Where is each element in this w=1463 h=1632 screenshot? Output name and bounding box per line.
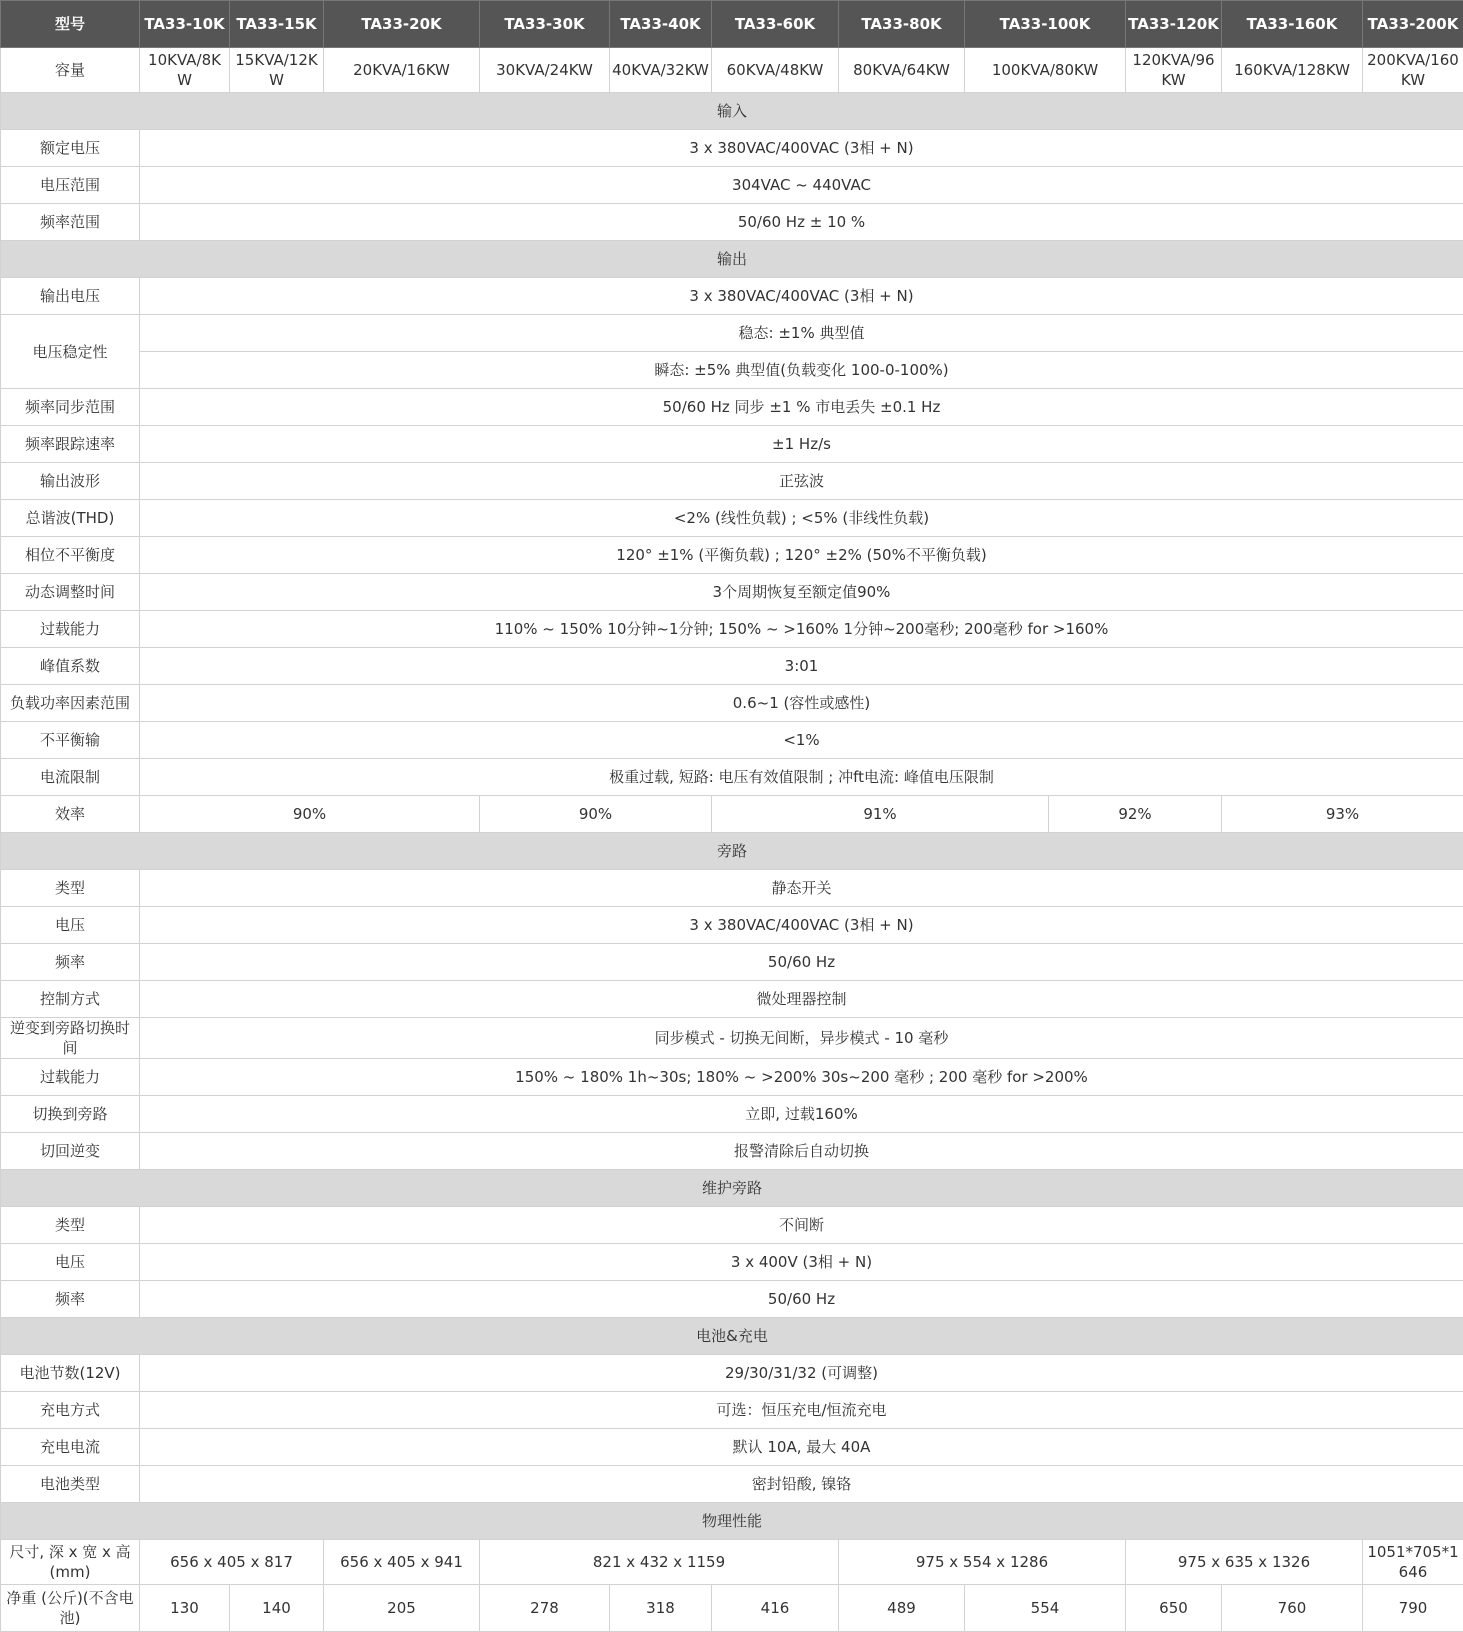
- spec-row: [1, 944, 1463, 981]
- row-label: 相位不平衡度: [1, 537, 140, 574]
- efficiency-value: 90%: [140, 796, 480, 833]
- weight-value: 760: [1222, 1585, 1363, 1632]
- efficiency-value: 92%: [1049, 796, 1222, 833]
- row-label: 峰值系数: [1, 648, 140, 685]
- row-label: 电压: [1, 907, 140, 944]
- weight-value: 554: [965, 1585, 1126, 1632]
- spec-row: [1, 537, 1463, 574]
- row-label: 电流限制: [1, 759, 140, 796]
- spec-row: [1, 426, 1463, 463]
- row-label: 输出波形: [1, 463, 140, 500]
- row-label: 充电电流: [1, 1429, 140, 1466]
- header-label: 型号: [1, 1, 140, 48]
- header-row: [1, 1, 1463, 48]
- capacity-value: 200KVA/160KW: [1363, 48, 1463, 93]
- dimensions-value: 656 x 405 x 941: [324, 1540, 480, 1585]
- spec-row: [1, 1281, 1463, 1318]
- section-header-battery: [1, 1318, 1463, 1355]
- row-value: 50/60 Hz 同步 ±1 % 市电丢失 ±0.1 Hz: [140, 389, 1463, 426]
- row-label: 过载能力: [1, 611, 140, 648]
- row-value: 静态开关: [140, 870, 1463, 907]
- spec-row: [1, 204, 1463, 241]
- spec-row: [1, 1392, 1463, 1429]
- capacity-value: 20KVA/16KW: [324, 48, 480, 93]
- spec-row: [1, 130, 1463, 167]
- model-header: TA33-10K: [140, 1, 230, 48]
- row-label: 尺寸, 深 x 宽 x 高 (mm): [1, 1540, 140, 1585]
- row-value: 0.6~1 (容性或感性): [140, 685, 1463, 722]
- row-label: 类型: [1, 870, 140, 907]
- spec-row: [1, 648, 1463, 685]
- row-label: 电压: [1, 1244, 140, 1281]
- efficiency-value: 91%: [712, 796, 1049, 833]
- spec-row: [1, 315, 1463, 352]
- efficiency-row: [1, 796, 1463, 833]
- weight-row: [1, 1585, 1463, 1632]
- weight-value: 790: [1363, 1585, 1463, 1632]
- row-value: 密封铅酸, 镍铬: [140, 1466, 1463, 1503]
- row-value: 150% ~ 180% 1h~30s; 180% ~ >200% 30s~200 毫秒 ; 200 毫秒 for >200%: [140, 1059, 1463, 1096]
- row-label: 过载能力: [1, 1059, 140, 1096]
- row-label: 电压稳定性: [1, 315, 140, 389]
- section-header-bypass: [1, 833, 1463, 870]
- row-label: 总谐波(THD): [1, 500, 140, 537]
- weight-value: 278: [480, 1585, 610, 1632]
- row-value: 不间断: [140, 1207, 1463, 1244]
- row-value: 正弦波: [140, 463, 1463, 500]
- spec-row: [1, 870, 1463, 907]
- row-label: 动态调整时间: [1, 574, 140, 611]
- row-label: 电池节数(12V): [1, 1355, 140, 1392]
- row-label: 充电方式: [1, 1392, 140, 1429]
- section-title: 输入: [1, 93, 1463, 130]
- spec-row: [1, 759, 1463, 796]
- capacity-value: 60KVA/48KW: [712, 48, 839, 93]
- capacity-value: 40KVA/32KW: [610, 48, 712, 93]
- row-value: 304VAC ~ 440VAC: [140, 167, 1463, 204]
- spec-row: [1, 574, 1463, 611]
- spec-row: [1, 1429, 1463, 1466]
- weight-value: 489: [839, 1585, 965, 1632]
- row-value: 可选：恒压充电/恒流充电: [140, 1392, 1463, 1429]
- row-label: 频率跟踪速率: [1, 426, 140, 463]
- row-value: 29/30/31/32 (可调整): [140, 1355, 1463, 1392]
- model-header: TA33-200K: [1363, 1, 1463, 48]
- capacity-value: 15KVA/12KW: [230, 48, 324, 93]
- model-header: TA33-100K: [965, 1, 1126, 48]
- row-value: 报警清除后自动切换: [140, 1133, 1463, 1170]
- model-header: TA33-40K: [610, 1, 712, 48]
- weight-value: 140: [230, 1585, 324, 1632]
- model-header: TA33-160K: [1222, 1, 1363, 48]
- capacity-value: 30KVA/24KW: [480, 48, 610, 93]
- capacity-value: 160KVA/128KW: [1222, 48, 1363, 93]
- row-label: 电压范围: [1, 167, 140, 204]
- row-label: 负载功率因素范围: [1, 685, 140, 722]
- section-title: 输出: [1, 241, 1463, 278]
- model-header: TA33-30K: [480, 1, 610, 48]
- spec-row: [1, 907, 1463, 944]
- row-label: 输出电压: [1, 278, 140, 315]
- row-value: 120° ±1% (平衡负载) ; 120° ±2% (50%不平衡负载): [140, 537, 1463, 574]
- row-value: 50/60 Hz ± 10 %: [140, 204, 1463, 241]
- row-value: 3 x 380VAC/400VAC (3相 + N): [140, 130, 1463, 167]
- row-value: 瞬态: ±5% 典型值(负载变化 100-0-100%): [140, 352, 1463, 389]
- spec-row: [1, 167, 1463, 204]
- row-value: 同步模式 - 切换无间断，异步模式 - 10 毫秒: [140, 1018, 1463, 1059]
- row-label: 频率范围: [1, 204, 140, 241]
- row-label: 净重 (公斤)(不含电池): [1, 1585, 140, 1632]
- spec-row: [1, 1018, 1463, 1059]
- section-title: 旁路: [1, 833, 1463, 870]
- weight-value: 650: [1126, 1585, 1222, 1632]
- efficiency-value: 90%: [480, 796, 712, 833]
- row-label: 控制方式: [1, 981, 140, 1018]
- model-header: TA33-120K: [1126, 1, 1222, 48]
- row-label: 电池类型: [1, 1466, 140, 1503]
- row-value: ±1 Hz/s: [140, 426, 1463, 463]
- spec-row: [1, 352, 1463, 389]
- model-header: TA33-80K: [839, 1, 965, 48]
- spec-row: [1, 611, 1463, 648]
- row-label: 容量: [1, 48, 140, 93]
- section-header-output: [1, 241, 1463, 278]
- spec-row: [1, 389, 1463, 426]
- row-value: 50/60 Hz: [140, 944, 1463, 981]
- efficiency-value: 93%: [1222, 796, 1463, 833]
- section-title: 物理性能: [1, 1503, 1463, 1540]
- spec-row: [1, 278, 1463, 315]
- row-value: 3 x 400V (3相 + N): [140, 1244, 1463, 1281]
- capacity-value: 120KVA/96KW: [1126, 48, 1222, 93]
- spec-row: [1, 1207, 1463, 1244]
- spec-row: [1, 1059, 1463, 1096]
- row-label: 效率: [1, 796, 140, 833]
- model-header: TA33-15K: [230, 1, 324, 48]
- row-value: 3 x 380VAC/400VAC (3相 + N): [140, 278, 1463, 315]
- section-header-physical: [1, 1503, 1463, 1540]
- row-value: 50/60 Hz: [140, 1281, 1463, 1318]
- spec-row: [1, 1355, 1463, 1392]
- row-value: 3 x 380VAC/400VAC (3相 + N): [140, 907, 1463, 944]
- row-value: 微处理器控制: [140, 981, 1463, 1018]
- spec-row: [1, 500, 1463, 537]
- section-header-maintenance: [1, 1170, 1463, 1207]
- dimensions-row: [1, 1540, 1463, 1585]
- model-header: TA33-20K: [324, 1, 480, 48]
- spec-row: [1, 1466, 1463, 1503]
- weight-value: 205: [324, 1585, 480, 1632]
- row-value: 3个周期恢复至额定值90%: [140, 574, 1463, 611]
- row-label: 逆变到旁路切换时间: [1, 1018, 140, 1059]
- row-value: 110% ~ 150% 10分钟~1分钟; 150% ~ >160% 1分钟~200毫秒; 200毫秒 for >160%: [140, 611, 1463, 648]
- row-label: 频率: [1, 1281, 140, 1318]
- row-value: <2% (线性负载) ; <5% (非线性负载): [140, 500, 1463, 537]
- row-value: 3:01: [140, 648, 1463, 685]
- dimensions-value: 975 x 635 x 1326: [1126, 1540, 1363, 1585]
- dimensions-value: 975 x 554 x 1286: [839, 1540, 1126, 1585]
- spec-row: [1, 1244, 1463, 1281]
- row-label: 频率同步范围: [1, 389, 140, 426]
- row-label: 切回逆变: [1, 1133, 140, 1170]
- dimensions-value: 821 x 432 x 1159: [480, 1540, 839, 1585]
- spec-row: [1, 685, 1463, 722]
- section-title: 电池&充电: [1, 1318, 1463, 1355]
- row-label: 不平衡输: [1, 722, 140, 759]
- row-value: 极重过载, 短路: 电压有效值限制 ; 冲ft电流: 峰值电压限制: [140, 759, 1463, 796]
- spec-row: [1, 1133, 1463, 1170]
- row-value: 稳态: ±1% 典型值: [140, 315, 1463, 352]
- row-value: 默认 10A, 最大 40A: [140, 1429, 1463, 1466]
- spec-row: [1, 981, 1463, 1018]
- section-header-input: [1, 93, 1463, 130]
- section-title: 维护旁路: [1, 1170, 1463, 1207]
- weight-value: 130: [140, 1585, 230, 1632]
- capacity-value: 80KVA/64KW: [839, 48, 965, 93]
- capacity-value: 100KVA/80KW: [965, 48, 1126, 93]
- weight-value: 318: [610, 1585, 712, 1632]
- row-value: <1%: [140, 722, 1463, 759]
- row-value: 立即, 过载160%: [140, 1096, 1463, 1133]
- row-label: 频率: [1, 944, 140, 981]
- spec-row: [1, 722, 1463, 759]
- model-header: TA33-60K: [712, 1, 839, 48]
- dimensions-value: 1051*705*1646: [1363, 1540, 1463, 1585]
- spec-row: [1, 463, 1463, 500]
- row-label: 类型: [1, 1207, 140, 1244]
- row-label: 额定电压: [1, 130, 140, 167]
- row-label: 切换到旁路: [1, 1096, 140, 1133]
- weight-value: 416: [712, 1585, 839, 1632]
- spec-row: [1, 1096, 1463, 1133]
- capacity-value: 10KVA/8KW: [140, 48, 230, 93]
- dimensions-value: 656 x 405 x 817: [140, 1540, 324, 1585]
- capacity-row: [1, 48, 1463, 93]
